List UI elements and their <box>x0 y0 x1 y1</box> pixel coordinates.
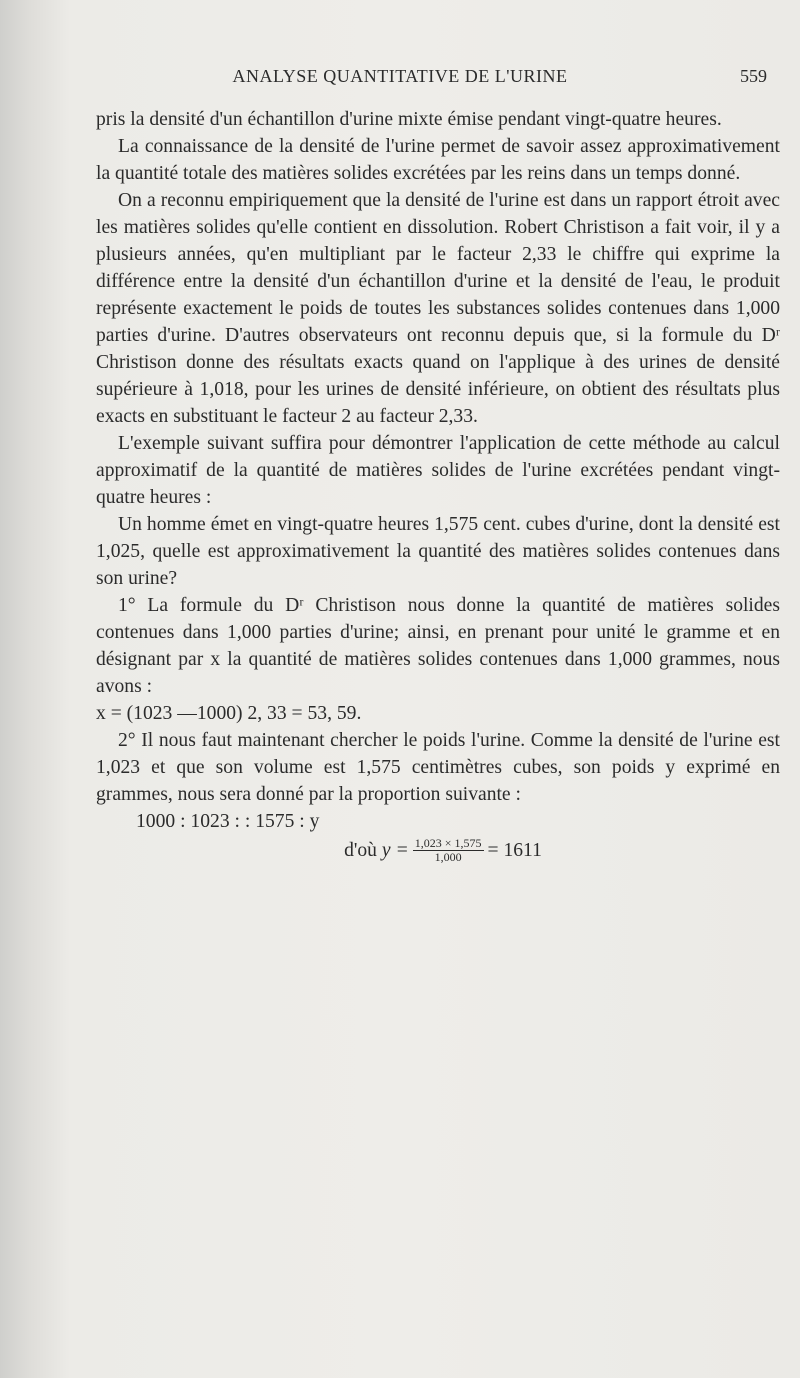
paragraph-1: pris la densité d'un échantillon d'urine mixte émise pendant vingt-quatre heures. <box>96 109 722 130</box>
paragraph-7: 2° Il nous faut maintenant chercher le poids l'urine. Comme la densité de l'urine est 1,023 et que son volume est 1,575 centimètres cubes, son poids y exprimé en grammes, nous sera donné par la proportion suivante : <box>96 730 780 805</box>
douou-prefix: d'où <box>344 840 377 861</box>
fraction-denominator: 1,000 <box>434 850 462 864</box>
body-text <box>96 106 780 864</box>
page-number: 559 <box>740 66 767 86</box>
running-title: ANALYSE QUANTITATIVE DE L'URINE <box>232 66 568 86</box>
result-formula <box>96 837 780 864</box>
paragraph-5: Un homme émet en vingt-quatre heures 1,575 cent. cubes d'urine, dont la densité est 1,025, quelle est approximativement la quantité des matières solides contenues dans son urine? <box>96 514 780 589</box>
formula-christison: x = (1023 —1000) 2, 33 = 53, 59. <box>96 703 362 724</box>
fraction-numerator: 1,023 × 1,575 <box>414 836 482 850</box>
paragraph-4: L'exemple suivant suffira pour démontrer l'application de cette méthode au calcul approximatif de la quantité de matières solides de l'urine excrétées pendant vingt-quatre heures : <box>96 433 780 508</box>
paragraph-3: On a reconnu empiriquement que la densité de l'urine est dans un rapport étroit avec les matières solides qu'elle contient en dissolution. Robert Christison a fait voir, il y a plusieurs années, qu'en multipliant par le facteur 2,33 le chiffre qui exprime la différence entre la densité d'un échantillon d'urine et la densité de l'eau, le produit représente exactement le poids de toutes les substances solides contenues dans 1,000 parties d'urine. D'autres observateurs ont reconnu depuis que, si la formule du Dʳ Christison donne des résultats exacts quand on l'applique à des urines de densité supérieure à 1,018, pour les urines de densité inférieure, on obtient des résultats plus exacts en substituant le facteur 2 au facteur 2,33. <box>96 190 780 427</box>
paragraph-6: 1° La formule du Dʳ Christison nous donne la quantité de matières solides contenues dans 1,000 parties d'urine; ainsi, en prenant pour unité le gramme et en désignant par x la quantité de matières solides contenues dans 1,000 grammes, nous avons : <box>96 595 780 697</box>
proportion-line: 1000 : 1023 : : 1575 : y <box>136 811 320 832</box>
paragraph-2: La connaissance de la densité de l'urine permet de savoir assez approximativement la quantité totale des matières solides excrétées par les reins dans un temps donné. <box>96 136 780 184</box>
result-variable: y = <box>381 840 409 861</box>
fraction <box>413 837 484 864</box>
result-value: = 1611 <box>487 840 542 861</box>
